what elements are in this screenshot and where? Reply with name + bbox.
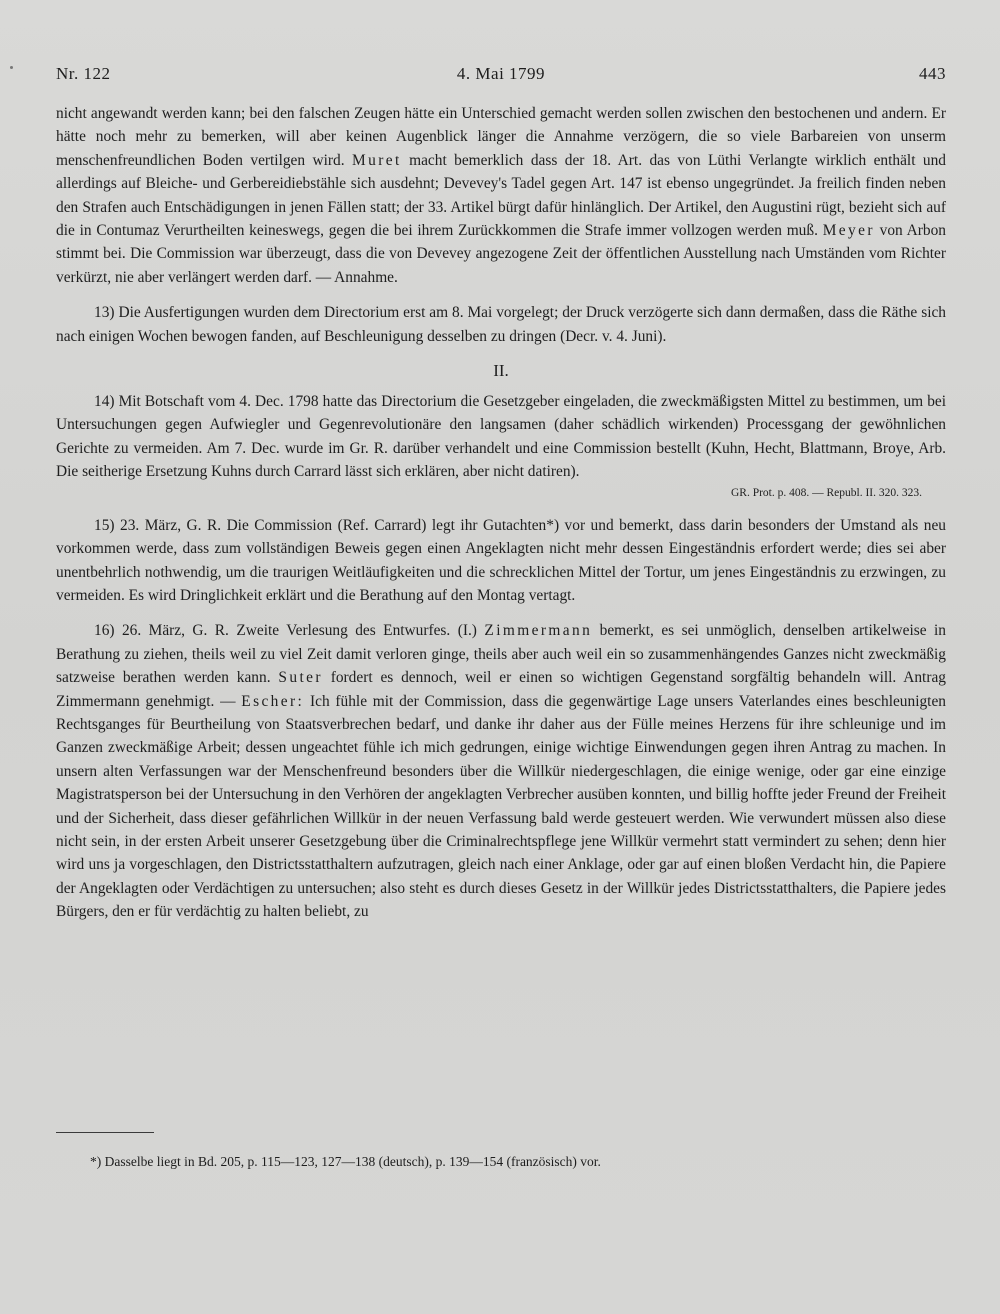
speaker-name: Suter — [278, 669, 323, 687]
body-text — [56, 102, 946, 924]
section-heading: II. — [493, 361, 509, 381]
speaker-name: Muret — [352, 151, 402, 169]
source-reference: GR. Prot. p. 408. — Republ. II. 320. 323. — [730, 486, 922, 499]
footnote: *) Dasselbe liegt in Bd. 205, p. 115—123, 127—138 (deutsch), p. 139—154 (französisch) vor. — [90, 1153, 601, 1169]
paragraph-15: 15) 23. März, G. R. Die Commission (Ref. Carrard) legt ihr Gutachten*) vor und bemerkt, dass darin besonders der Umstand als neu vorkommen werde, dass zum vollständigen Beweis gegen einen Angeklagten nicht mehr dessen Eingeständnis erfordert werde; dies sei aber unentbehrlich nothwendig, um die traurigen Weitläufigkeiten und die schrecklichen Mittel der Tortur, um jenes Eingeständnis zu erzwingen, zu vermeiden. Es wird Dringlichkeit erklärt und die Berathung auf den Montag vertagt. — [56, 516, 946, 604]
paragraph-14: 14) Mit Botschaft vom 4. Dec. 1798 hatte das Directorium die Gesetzgeber eingeladen, die zweckmäßigsten Mittel zu bestimmen, um bei Untersuchungen gegen Aufwiegler und Gegenrevolutionäre den langsamen (daher schädlich wirkenden) Processgang der gewöhnlichen Gerichte zu vermeiden. Am 7. Dec. wurde im Gr. R. darüber verhandelt und eine Commission bestellt (Kuhn, Hecht, Blattmann, Broye, Arb. Die seitherige Ersetzung Kuhns durch Carrard lässt sich erklären, aber nicht datiren). — [56, 393, 946, 481]
document-date: 4. Mai 1799 — [456, 64, 546, 83]
paragraph-16: 16) 26. März, G. R. Zweite Verlesung des Entwurfes. (I.) Zimmermann bemerkt, es sei unmöglich, denselben artikelweise in Berathung zu ziehen, theils weil zu viel Zeit damit verloren ginge, theils aber auch weil ein so zusammenhängendes Ganzes nicht zweckmäßig satzweise berathen werden kann. Suter fordert es dennoch, weil er einen so wichtigen Gegenstand sorgfältig behandeln will. Antrag Zimmermann genehmigt. — Escher: Ich fühle mit der Commission, dass die gegenwärtige Lage unsers Vaterlandes eines beschleunigten Rechtsganges für Beurtheilung von Staatsverbrechen bedarf, und danke ihr daher aus der Fülle meines Herzens für ihre schleunige und im Ganzen zweckmäßige Arbeit; dessen ungeachtet fühle ich mich gedrungen, einige wichtige Einwendungen gegen ihren Antrag zu machen. In unsern alten Verfassungen war der Menschenfreund besonders über die Willkür niedergeschlagen, die einige wenige, oder gar eine einzige Magistratsperson bei der Untersuchung in den Verhören der angeklagten Verbrecher ausüben konnten, und billig hoffte jeder Freund der Freiheit und der Sicherheit, dass dieser gefährlichen Willkür in der neuen Verfassung bald werde gesteuert werden. Wie verwundert müssen also diese nicht sein, in der ersten Arbeit unserer Gesetzgebung über die Criminalrechtspflege jene Willkür vermehrt statt vermindert zu sehen; denn hier wird uns ja vorgeschlagen, den Districtsstatthaltern aufzutragen, gleich nach einer Anklage, oder gar auf einen bloßen Verdacht hin, die Papiere der Angeklagten oder Verdächtigen zu untersuchen; also steht es durch dieses Gesetz in der Willkür jedes Districtsstatthalters, die Papiere jedes Bürgers, den er für verdächtig zu halten beliebt, zu — [56, 622, 946, 921]
footnote-rule — [56, 1132, 154, 1133]
document-number: Nr. 122 — [56, 64, 111, 83]
speaker-name: Meyer — [822, 222, 875, 240]
speaker-name: Zimmermann — [484, 622, 593, 640]
paragraph-13: 13) Die Ausfertigungen wurden dem Directorium erst am 8. Mai vorgelegt; der Druck verzögerte sich dann dermaßen, dass die Räthe sich nach einigen Wochen bewogen fanden, auf Beschleunigung desselben zu dringen (Decr. v. 4. Juni). — [56, 304, 946, 345]
scan-speck — [10, 66, 13, 69]
speaker-name: Escher: — [241, 692, 305, 710]
running-head — [56, 64, 946, 88]
paragraph-continuation: nicht angewandt werden kann; bei den falschen Zeugen hätte ein Unterschied gemacht werden sollen zwischen den bestochenen und andern. Er hätte noch mehr zu bemerken, will aber keinen Augenblick länger die Annahme verzögern, die so viele Barbareien von unserm menschenfreundlichen Boden vertilgen wird. Muret macht bemerklich dass der 18. Art. das von Lüthi Verlangte wirklich enthält und allerdings auf Bleiche- und Gerbereidiebstähle sich ausdehnt; Devevey's Tadel gegen Art. 147 ist ebenso ungegründet. Ja freilich finden neben den Strafen auch Entschädigungen in jenen Fällen statt; der 33. Artikel bürgt dafür hinlänglich. Der Artikel, den Augustini rügt, bezieht sich auf die in Contumaz Verurtheilten keineswegs, gegen die bei ihrem Zurückkommen die Strafe immer vollzogen werden muß. Meyer von Arbon stimmt bei. Die Commission war überzeugt, dass die von Devevey angezogene Zeit der öffentlichen Ausstellung nach Umständen vom Richter verkürzt, nie aber verlängert werden darf. — Annahme. — [56, 105, 946, 286]
page-number: 443 — [919, 64, 946, 83]
